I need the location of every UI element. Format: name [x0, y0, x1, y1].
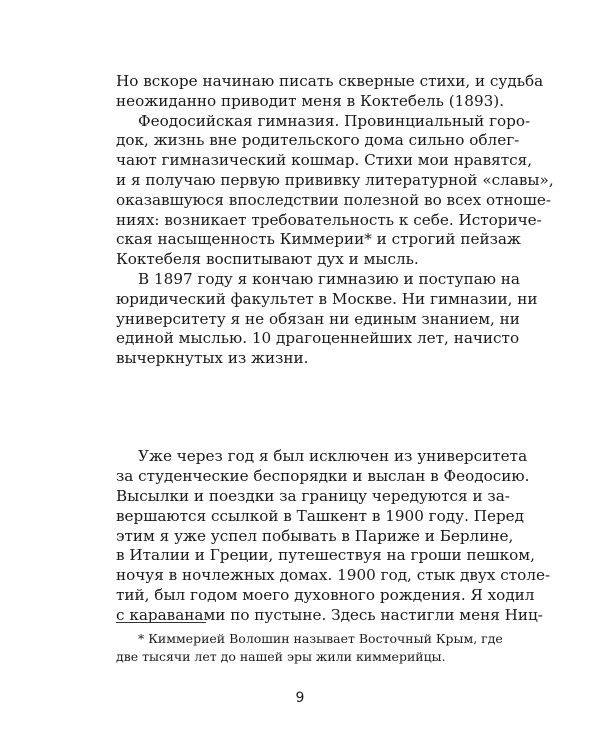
body-line: университету я не обязан ни единым знанием, ни [116, 310, 520, 328]
body-line: ская насыщенность Киммерии* и строгий пейзаж [116, 230, 521, 248]
body-line: юридический факультет в Москве. Ни гимназии, ни [116, 290, 538, 308]
body-line: Коктебеля воспитывают дух и мысль. [116, 250, 419, 268]
body-line: с караванами по пустыне. Здесь настигли меня Ниц- [116, 606, 543, 624]
body-line: вычеркнутых из жизни. [116, 349, 309, 367]
body-line: Уже через год я был исключен из университета [138, 447, 528, 465]
body-line: этим я уже успел побывать в Париже и Берлине, [116, 527, 514, 545]
body-line: и я получаю первую прививку литературной «славы», [116, 171, 554, 189]
footnote-rule [116, 622, 206, 623]
body-line: Феодосийская гимназия. Провинциальный горо- [138, 112, 531, 130]
body-line: неожиданно приводит меня в Коктебель (1893). [116, 92, 505, 110]
body-line: тий, был годом моего духовного рождения. Я ходил [116, 586, 535, 604]
footnote-line: две тысячи лет до нашей эры жили киммерийцы. [116, 649, 446, 664]
body-line: ниях: возникает требовательность к себе. Историче- [116, 211, 542, 229]
body-line: Высылки и поездки за границу чередуются и за- [116, 487, 510, 505]
body-line: В 1897 году я кончаю гимназию и поступаю на [138, 270, 520, 288]
body-line: чают гимназический кошмар. Стихи мои нравятся, [116, 151, 533, 169]
footnote-line: * Киммерией Волошин называет Восточный Крым, где [138, 631, 503, 646]
body-line: док, жизнь вне родительского дома сильно облег- [116, 131, 520, 149]
body-line: оказавшуюся впоследствии полезной во всех отноше- [116, 191, 552, 209]
body-line: за студенческие беспорядки и выслан в Феодосию. [116, 467, 530, 485]
body-line: в Италии и Греции, путешествуя на гроши пешком, [116, 546, 535, 564]
page-number: 9 [295, 690, 305, 706]
body-line: вершаются ссылкой в Ташкент в 1900 году. Перед [116, 507, 525, 525]
body-line: Но вскоре начинаю писать скверные стихи, и судьба [116, 72, 544, 90]
body-line: ночуя в ночлежных домах. 1900 год, стык двух столе- [116, 566, 551, 584]
body-line: единой мыслью. 10 драгоценнейших лет, начисто [116, 329, 520, 347]
